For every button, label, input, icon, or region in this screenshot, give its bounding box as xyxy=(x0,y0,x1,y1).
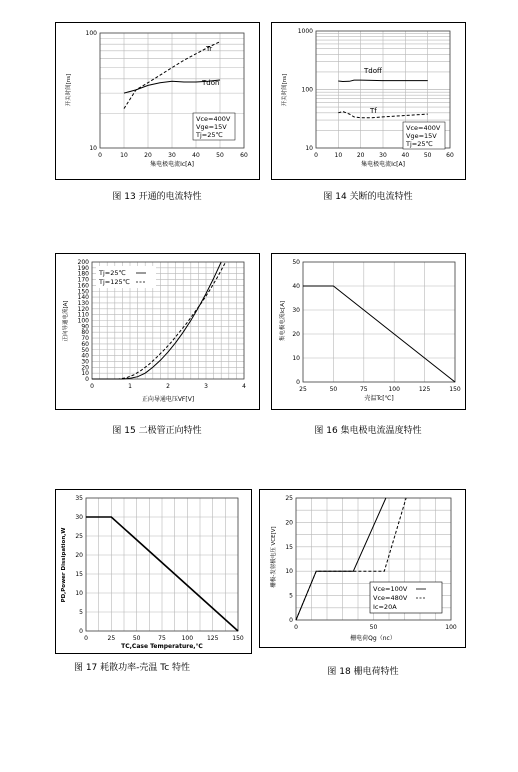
y-tick-label: 1000 xyxy=(297,28,313,35)
y-tick-label: 50 xyxy=(292,259,300,266)
x-tick-label: 50 xyxy=(132,635,141,642)
y-axis-label: 开关时间[ns] xyxy=(66,73,72,107)
y-tick-label: 100 xyxy=(301,86,313,94)
chart-fig16 xyxy=(271,253,466,410)
y-tick-label: 80 xyxy=(81,329,89,337)
y-tick-label: 15 xyxy=(75,571,83,578)
annotation-text: Vce=400V xyxy=(406,124,441,132)
x-tick-label: 10 xyxy=(120,152,128,159)
legend-entry: Vce=100V xyxy=(373,585,408,593)
x-tick-label: 25 xyxy=(299,386,307,393)
y-tick-label: 10 xyxy=(285,568,293,576)
legend-entry: Vce=480V xyxy=(373,594,408,602)
x-tick-label: 50 xyxy=(423,152,432,159)
x-tick-label: 25 xyxy=(107,635,116,642)
x-axis-label: 壳温Tc[℃] xyxy=(364,395,394,402)
x-tick-label: 75 xyxy=(158,635,166,642)
x-tick-label: 40 xyxy=(192,152,200,159)
x-tick-label: 150 xyxy=(232,635,244,642)
annotation-text: Vge=15V xyxy=(406,132,437,140)
x-tick-label: 30 xyxy=(379,152,387,159)
x-tick-label: 0 xyxy=(314,152,318,159)
y-axis-label: PD,Power Dissipation,W xyxy=(61,527,67,603)
x-tick-label: 20 xyxy=(356,152,365,159)
legend-entry: Tj=25℃ xyxy=(99,269,126,277)
chart-fig15 xyxy=(55,253,260,410)
legend-annotation: Ic=20A xyxy=(373,603,397,611)
y-tick-label: 200 xyxy=(77,259,89,266)
y-tick-label: 40 xyxy=(81,352,89,360)
annotation-text: Tj=25℃ xyxy=(406,140,433,148)
x-tick-label: 2 xyxy=(166,383,170,390)
y-tick-label: 15 xyxy=(285,543,293,551)
caption-fig13: 图 13 开通的电流特性 xyxy=(112,192,202,202)
y-tick-label: 160 xyxy=(77,282,89,290)
y-tick-label: 35 xyxy=(75,495,83,502)
caption-fig15: 图 15 二极管正向特性 xyxy=(112,426,202,436)
x-axis-label: 集电极电流Ic[A] xyxy=(150,161,194,168)
x-axis-label: 正向导通电压VF[V] xyxy=(141,396,195,403)
y-tick-label: 170 xyxy=(77,276,89,284)
x-axis-label: TC,Case Temperature,℃ xyxy=(121,643,203,650)
y-tick-label: 90 xyxy=(81,323,89,331)
x-tick-label: 60 xyxy=(446,152,454,159)
y-tick-label: 30 xyxy=(81,358,89,366)
y-tick-label: 10 xyxy=(89,145,97,152)
annotation-text: Vce=400V xyxy=(196,115,231,123)
y-axis-label: 集电极电流Ic[A] xyxy=(280,300,286,342)
x-tick-label: 0 xyxy=(294,624,298,631)
y-tick-label: 60 xyxy=(81,340,89,348)
x-tick-label: 50 xyxy=(329,386,338,393)
y-tick-label: 20 xyxy=(285,519,293,527)
x-tick-label: 100 xyxy=(388,386,400,393)
x-tick-label: 0 xyxy=(84,635,88,642)
series-label: Tr xyxy=(206,45,213,53)
series-label: Tdoff xyxy=(364,67,382,75)
x-tick-label: 30 xyxy=(168,152,176,159)
y-axis-label: 栅极-发射极电压 VCE[V] xyxy=(271,526,277,588)
caption-fig16: 图 16 集电极电流温度特性 xyxy=(314,426,422,436)
x-axis-label: 栅电荷Qg（nc） xyxy=(350,635,396,642)
y-tick-label: 30 xyxy=(75,514,83,521)
x-tick-label: 10 xyxy=(334,152,343,159)
y-tick-label: 100 xyxy=(85,30,97,37)
y-tick-label: 25 xyxy=(285,495,293,502)
y-tick-label: 120 xyxy=(77,305,89,313)
y-tick-label: 180 xyxy=(77,270,89,278)
x-tick-label: 100 xyxy=(181,635,194,642)
y-tick-label: 30 xyxy=(292,307,300,314)
x-tick-label: 150 xyxy=(449,386,461,393)
y-tick-label: 150 xyxy=(77,288,89,296)
y-tick-label: 20 xyxy=(81,364,89,372)
y-tick-label: 10 xyxy=(75,590,83,597)
x-tick-label: 50 xyxy=(369,624,378,631)
y-tick-label: 130 xyxy=(77,299,89,307)
x-tick-label: 0 xyxy=(90,383,94,390)
x-tick-label: 1 xyxy=(128,383,132,390)
y-tick-label: 10 xyxy=(81,370,89,378)
chart-fig13 xyxy=(55,22,260,180)
series-label: Tf xyxy=(370,107,377,115)
y-axis-label: 开关时间[ns] xyxy=(282,73,288,107)
y-tick-label: 25 xyxy=(75,533,83,540)
x-tick-label: 3 xyxy=(204,383,208,390)
legend-entry: Tj=125℃ xyxy=(99,278,130,286)
y-tick-label: 70 xyxy=(81,335,89,343)
chart-fig14 xyxy=(271,22,466,180)
y-tick-label: 0 xyxy=(79,628,83,635)
y-tick-label: 110 xyxy=(77,311,89,319)
y-tick-label: 40 xyxy=(292,283,300,290)
x-tick-label: 125 xyxy=(418,386,431,393)
x-axis-label: 集电极电流Ic[A] xyxy=(361,161,405,168)
chart-fig18 xyxy=(259,489,466,648)
y-tick-label: 50 xyxy=(81,346,89,354)
caption-fig14: 图 14 关断的电流特性 xyxy=(323,192,413,202)
chart-fig17 xyxy=(55,489,252,654)
annotation-text: Tj=25℃ xyxy=(196,131,223,139)
y-tick-label: 0 xyxy=(289,617,293,624)
x-tick-label: 75 xyxy=(359,386,368,393)
x-tick-label: 100 xyxy=(445,624,457,631)
y-tick-label: 0 xyxy=(296,379,300,386)
y-tick-label: 10 xyxy=(305,145,313,152)
series-label: Tdon xyxy=(202,79,220,87)
x-tick-label: 50 xyxy=(216,152,224,159)
x-tick-label: 20 xyxy=(144,152,152,159)
y-tick-label: 20 xyxy=(75,552,83,559)
x-tick-label: 4 xyxy=(242,383,246,390)
x-tick-label: 125 xyxy=(206,635,219,642)
y-tick-label: 0 xyxy=(85,376,89,383)
y-tick-label: 190 xyxy=(77,264,89,272)
y-tick-label: 140 xyxy=(77,294,89,302)
caption-fig17: 图 17 耗散功率-壳温 Tc 特性 xyxy=(73,663,191,673)
y-axis-label: 正向导通电流[A] xyxy=(63,300,69,342)
y-tick-label: 100 xyxy=(77,317,89,325)
x-tick-label: 40 xyxy=(401,152,410,159)
caption-fig18: 图 18 栅电荷特性 xyxy=(327,667,399,677)
y-tick-label: 5 xyxy=(289,592,293,600)
x-tick-label: 0 xyxy=(98,152,102,159)
y-tick-label: 20 xyxy=(292,331,300,338)
annotation-text: Vge=15V xyxy=(196,123,227,131)
y-tick-label: 10 xyxy=(292,355,300,362)
x-tick-label: 60 xyxy=(240,152,248,159)
y-tick-label: 5 xyxy=(79,609,83,616)
